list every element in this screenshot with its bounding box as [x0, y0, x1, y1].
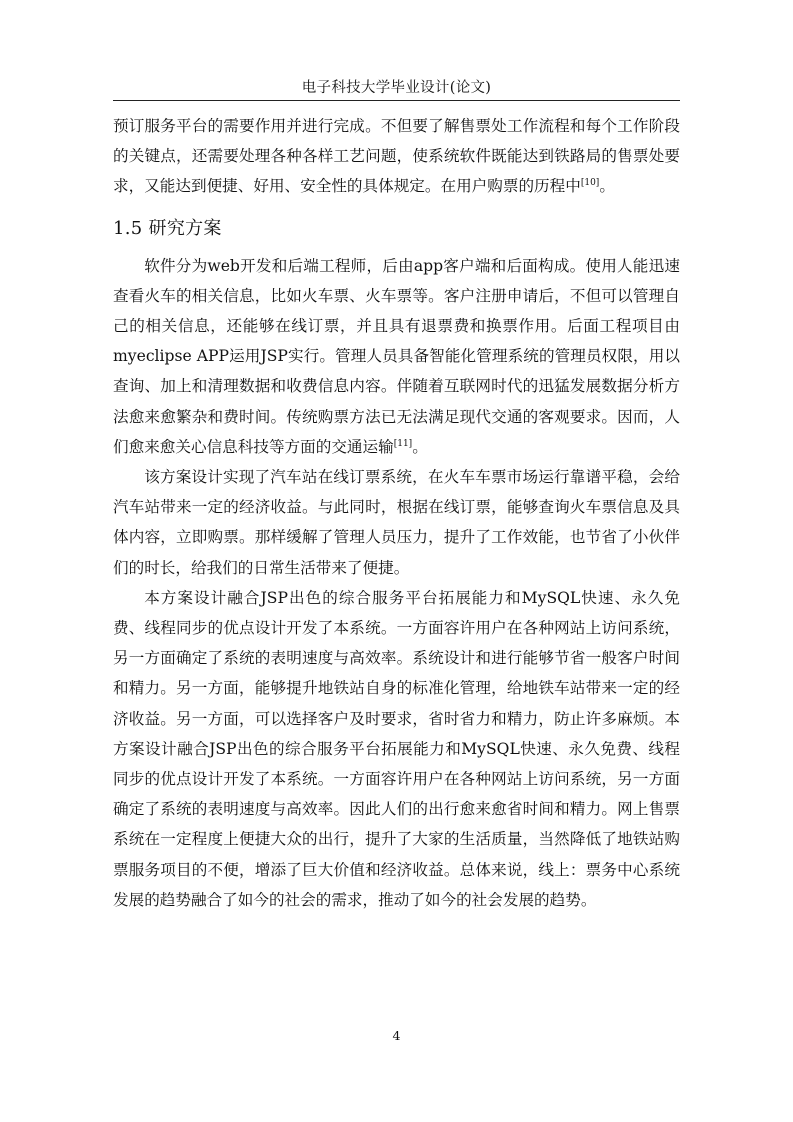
section-heading: [113, 215, 680, 243]
body-paragraph-text: 本方案设计融合JSP出色的综合服务平台拓展能力和MySQL快速、永久免费、线程同步的优点设计开发了本系统。一方面容许用户在各种网站上访问系统，另一方面确定了系统的表明速度与高效率。系统设计和进行能够节省一般客户时间和精力。另一方面，能够提升地铁站自身的标准化管理，给地铁车站带来一定的经济收益。另一方面，可以选择客户及时要求，省时省力和精力，防止许多麻烦。本方案设计融合JSP出色的综合服务平台拓展能力和MySQL快速、永久免费、线程同步的优点设计开发了本系统。一方面容许用户在各种网站上访问系统，另一方面确定了系统的表明速度与高效率。因此人们的出行愈来愈省时间和精力。网上售票系统在一定程度上便捷大众的出行，提升了大家的生活质量，当然降低了地铁站购票服务项目的不便，增添了巨大价值和经济收益。总体来说，线上：票务中心系统发展的趋势融合了如今的社会的需求，推动了如今的社会发展的趋势。: [113, 588, 680, 909]
citation-ref: [10]: [580, 178, 600, 189]
section-title: 研究方案: [148, 217, 222, 239]
body-paragraph-text: 该方案设计实现了汽车站在线订票系统，在火车车票市场运行靠谱平稳，会给汽车站带来一定的经济收益。与此同时，根据在线订票，能够查询火车票信息及具体内容，立即购票。那样缓解了管理人员压力，提升了工作效能，也节省了小伙伴们的时长，给我们的日常生活带来了便捷。: [113, 468, 680, 577]
body-paragraph-end: 。: [412, 437, 428, 456]
intro-paragraph-text: 预订服务平台的需要作用并进行完成。不但要了解售票处工作流程和每个工作阶段的关键点，还需要处理各种各样工艺问题，使系统软件既能达到铁路局的售票处要求，又能达到便捷、好用、安全性的具体规定。在用户购票的历程中: [113, 117, 680, 196]
page-body: [113, 111, 680, 915]
page-number: 4: [392, 1028, 401, 1043]
citation-ref: [11]: [393, 438, 413, 449]
body-paragraph-text: 软件分为web开发和后端工程师，后由app客户端和后面构成。使用人能迅速查看火车的相关信息，比如火车票、火车票等。客户注册申请后，不但可以管理自己的相关信息，还能够在线订票，并且具有退票费和换票作用。后面工程项目由myeclipse APP运用JSP实行。管理人员具备智能化管理系统的管理员权限，用以查询、加上和清理数据和收费信息内容。伴随着互联网时代的迅猛发展数据分析方法愈来愈繁杂和费时间。传统购票方法已无法满足现代交通的客观要求。因而，人们愈来愈关心信息科技等方面的交通运输: [113, 256, 680, 456]
intro-paragraph: [113, 111, 680, 202]
intro-paragraph-end: 。: [599, 177, 615, 196]
header-rule: [113, 100, 680, 101]
section-number: 1.5: [113, 217, 143, 239]
running-header: 电子科技大学毕业设计(论文): [301, 80, 492, 96]
body-paragraph: [113, 462, 680, 583]
body-paragraph: [113, 583, 680, 915]
body-paragraph: [113, 251, 680, 462]
